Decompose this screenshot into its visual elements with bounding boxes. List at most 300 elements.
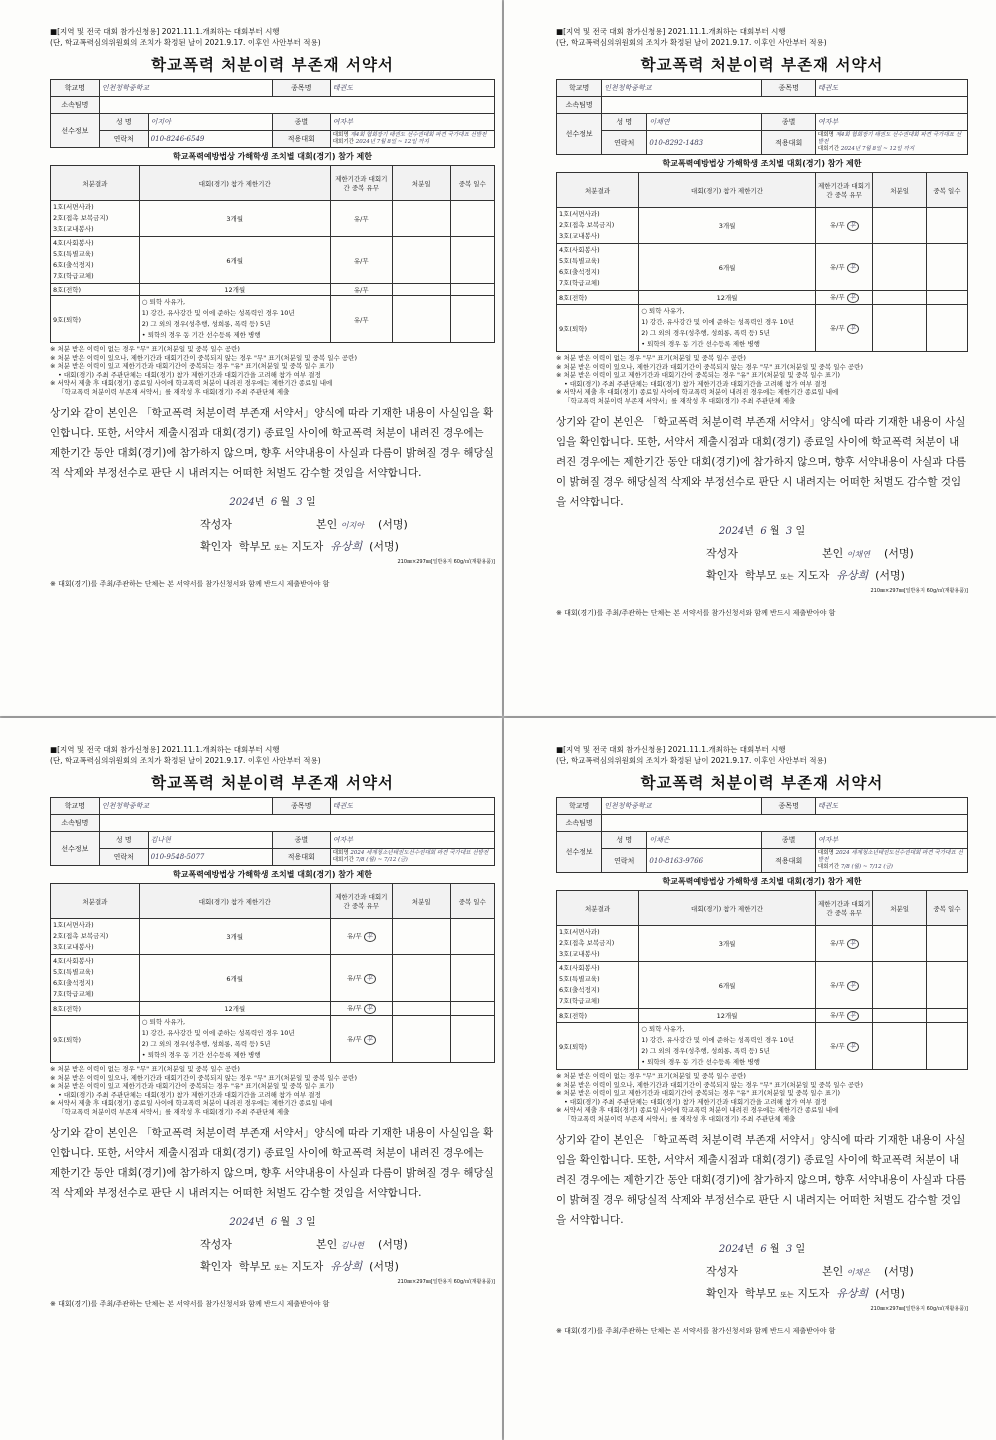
coach-seal: (서명) (875, 1286, 905, 1300)
row-1-date (392, 201, 450, 237)
overlap-mark: 무 (364, 932, 376, 942)
school-label: 학교명 (557, 798, 602, 815)
team-value (99, 97, 494, 114)
writer-row (200, 1236, 232, 1252)
note-line: ※ 처분 받은 이력이 있으나, 제한기간과 대회기간이 중복되지 않는 경우 "무" 표기(처분일 및 중복 일수 공란) (50, 1073, 357, 1082)
competition-label: 적용대회 (272, 849, 330, 866)
note-line: ※ 처분 받은 이력이 있으나, 제한기간과 대회기간이 중복되지 않는 경우 "무" 표기(처분일 및 중복 일수 공란) (50, 353, 357, 362)
year-label: 년 (744, 1243, 754, 1255)
row-2-item: 6호(출석정지) (53, 979, 94, 987)
restriction-subtitle: 학교폭력예방법상 가해학생 조치별 대회(경기) 참가 제한 (173, 152, 372, 161)
note-line: ※ 처분 받은 이력이 있으나, 제한기간과 대회기간이 중복되지 않는 경우 "무" 표기(처분일 및 중복 일수 공란) (556, 362, 863, 371)
coach-label: 지도자 (291, 1259, 324, 1273)
row-1-item: 3호(교내봉사) (559, 232, 600, 240)
parent-label: 학부모 (238, 1259, 271, 1273)
self-label: 본인 (822, 1264, 844, 1278)
date-month: 6 (760, 1243, 767, 1255)
competition-period-value: 2024년 7월 8일 ~ 12일 까지 (840, 146, 915, 152)
overlap-mark: 무 (847, 1011, 859, 1021)
note-line: ※ 처분 받은 이력이 있고 제한기간과 대회기간이 중복되는 경우 "유" 표기(처분일 및 중복 일수 표기) (556, 371, 841, 380)
yn-text: 유/무 (829, 939, 845, 947)
paper-spec: 210㎜×297㎜[일반용지 60g/㎡(재활용품)] (870, 587, 968, 594)
competition-label: 적용대회 (762, 131, 815, 155)
overlap-mark: 무 (847, 221, 859, 231)
year-label: 년 (744, 525, 754, 537)
day-label: 일 (305, 1216, 316, 1228)
note-line: ※ 처분 받은 이력이 없는 경우 "무" 표기(처분일 및 중복 일수 공란) (50, 345, 240, 353)
athlete-info-table (50, 797, 495, 866)
col-result-header: 처분결과 (557, 891, 639, 926)
row-2-result (51, 955, 140, 1002)
row-4-overlap (330, 296, 392, 343)
name-label: 성 명 (99, 114, 148, 131)
confirmer-row (200, 1258, 399, 1274)
form-header-line-1: ■[지역 및 전국 대회 참가신청용] 2021.11.1.개최하는 대회부터 시행 (556, 745, 786, 754)
row-1-period: 3개월 (139, 919, 330, 955)
row-1-result (51, 919, 140, 955)
school-value: 인천청학중학교 (99, 798, 272, 815)
row-2-item: 6호(출석정지) (559, 986, 600, 994)
row-1-item: 1호(서면사과) (53, 203, 94, 211)
athlete-info-table (556, 797, 968, 873)
school-label: 학교명 (557, 80, 602, 97)
row-4-result: 9호(퇴학) (51, 296, 140, 343)
row-3-date (392, 1002, 450, 1016)
row-3-date (873, 291, 926, 305)
competition-value (330, 131, 494, 148)
athlete-label: 선수정보 (557, 114, 602, 155)
paper-spec: 210㎜×297㎜[일반용지 60g/㎡(재활용품)] (397, 1278, 495, 1285)
coach-seal: (서명) (369, 1259, 399, 1273)
col-result-header: 처분결과 (51, 166, 140, 201)
row-2-item: 7호(학급교체) (53, 990, 94, 998)
col-result-header: 처분결과 (51, 884, 140, 919)
yn-text: 유/무 (346, 973, 362, 982)
notes-block (50, 1065, 495, 1117)
writer-row (706, 1263, 738, 1279)
overlap-mark: 무 (364, 974, 376, 984)
form-header-line-1: ■[지역 및 전국 대회 참가신청용] 2021.11.1.개최하는 대회부터 시행 (50, 27, 280, 36)
gender-label: 종별 (762, 114, 815, 131)
row-1-period: 3개월 (639, 926, 816, 962)
col-period-header: 대회(경기) 참가 제한기간 (639, 891, 816, 926)
competition-period-label: 대회기간 (817, 864, 840, 870)
year-label: 년 (254, 496, 265, 508)
footer-note: ※ 대회(경기)를 주최/주관하는 단체는 본 서약서를 참가신청서와 함께 반드시 제출받아야 함 (50, 579, 330, 588)
event-label: 종목명 (762, 80, 815, 97)
writer-label: 작성자 (706, 546, 738, 560)
row-2-days (450, 237, 494, 284)
overlap-mark: 무 (847, 293, 859, 303)
gender-value: 여자부 (330, 832, 494, 849)
competition-name-value: 제4회 협회장기 태권도 선수권대회 파견 국가대표 선발전 (817, 132, 962, 145)
row-1-period: 3개월 (639, 208, 816, 244)
row-4-line: 1) 강간, 유사강간 및 이에 준하는 성폭력인 경우 10년 (641, 1036, 795, 1044)
row-1-days (450, 919, 494, 955)
row-1-item: 3호(교내봉사) (53, 225, 94, 233)
coach-signature: 유상희 (330, 539, 363, 553)
overlap-mark: 무 (847, 324, 859, 334)
row-2-item: 4호(사회봉사) (53, 957, 94, 965)
restriction-table (50, 883, 495, 1063)
competition-value (330, 849, 494, 866)
row-1-overlap (330, 919, 392, 955)
row-2-result (557, 244, 639, 291)
name-label: 성 명 (602, 114, 647, 131)
pledge-form-sheet-4 (504, 718, 996, 1440)
yn-text: 유/무 (353, 215, 369, 223)
row-1-item: 1호(서면사과) (559, 928, 600, 936)
yn-text: 유/무 (346, 1004, 362, 1012)
yn-text: 유/무 (829, 262, 845, 271)
row-3-overlap (815, 291, 873, 305)
coach-seal: (서명) (875, 568, 905, 582)
date-day: 3 (296, 1216, 303, 1228)
row-4-line: 2) 그 외의 경우(성추행, 성희롱, 폭력 등) 5년 (641, 329, 770, 337)
self-seal: (서명) (377, 1237, 408, 1251)
day-label: 일 (795, 525, 806, 537)
row-4-line: ○ 퇴학 사유가, (141, 298, 186, 306)
note-line: ※ 서약서 제출 후 대회(경기) 종료일 사이에 학교폭력 처분이 내려진 경우에는 제한기간 종료일 내에 (556, 1106, 839, 1115)
row-2-period: 6개월 (639, 962, 816, 1009)
pledge-text: 상기와 같이 본인은 「학교폭력 처분이력 부존재 서약서」양식에 따라 기재한 내용이 사실임을 확인합니다. 또한, 서약서 제출시점과 대회(경기) 종료일 사이에 학교폭력 처분이 내려진 경우에는 제한기간 동안 대회(경기)에 참가하지 않으며, 향후 서약내용이 사실과 다름이 밝혀질 경우 해당실적 삭제와 부정선수로 판단 시 내려지는 어떠한 처벌도 감수할 것임을 서약합니다. (556, 415, 967, 508)
pledge-text: 상기와 같이 본인은 「학교폭력 처분이력 부존재 서약서」양식에 따라 기재한 내용이 사실임을 확인합니다. 또한, 서약서 제출시점과 대회(경기) 종료일 사이에 학교폭력 처분이 내려진 경우에는 제한기간 동안 대회(경기)에 참가하지 않으며, 향후 서약내용이 사실과 다름이 밝혀질 경우 해당실적 삭제와 부정선수로 판단 시 내려지는 어떠한 처벌도 감수할 것임을 서약합니다. (50, 1126, 494, 1199)
writer-label: 작성자 (200, 517, 232, 531)
row-3-days (926, 1009, 967, 1023)
col-date-header: 처분일 (392, 884, 450, 919)
row-4-result: 9호(퇴학) (557, 1023, 639, 1070)
row-1-item: 2호(접촉 보복금지) (559, 939, 615, 947)
row-2-overlap (330, 237, 392, 284)
coach-signature: 유상희 (330, 1259, 363, 1273)
row-4-overlap (815, 1023, 873, 1070)
date-year: 2024 (229, 496, 255, 508)
pledge-date (50, 1213, 495, 1228)
row-1-item: 1호(서면사과) (53, 921, 94, 929)
name-value: 이채연 (647, 114, 762, 131)
row-1-item: 2호(접촉 보복금지) (559, 221, 615, 229)
row-2-overlap (815, 244, 873, 291)
row-4-days (450, 1016, 494, 1063)
note-line: ※ 서약서 제출 후 대회(경기) 종료일 사이에 학교폭력 처분이 내려진 경우에는 제한기간 종료일 내에 (556, 388, 839, 397)
row-4-result: 9호(퇴학) (51, 1016, 140, 1063)
col-days-header: 중복 일수 (450, 884, 494, 919)
row-2-item: 7호(학급교체) (559, 997, 600, 1005)
event-value: 태권도 (815, 798, 967, 815)
row-2-item: 7호(학급교체) (53, 272, 94, 280)
yn-text: 유/무 (353, 286, 369, 294)
pledge-form-sheet-2 (504, 0, 996, 716)
competition-label: 적용대회 (272, 131, 330, 148)
month-label: 월 (280, 1216, 291, 1228)
month-label: 월 (769, 525, 780, 537)
name-value: 이채은 (647, 832, 762, 849)
col-overlap-header: 제한기간과 대회기간 중복 유무 (815, 891, 873, 926)
competition-name-label: 대회명 (332, 850, 349, 856)
month-label: 월 (280, 496, 291, 508)
row-1-item: 3호(교내봉사) (559, 950, 600, 958)
gender-label: 종별 (272, 832, 330, 849)
row-2-item: 4호(사회봉사) (559, 246, 600, 254)
self-label: 본인 (822, 546, 844, 560)
confirmer-row (706, 1285, 905, 1301)
note-line: • 대회(경기) 주최 주관단체는 대회(경기) 참가 제한기간과 대회기간을 고려해 참가 여부 결정 (564, 1097, 827, 1106)
name-value: 이지아 (148, 114, 272, 131)
gender-value: 여자부 (815, 114, 967, 131)
day-label: 일 (795, 1243, 806, 1255)
team-value (99, 815, 494, 832)
row-1-item: 2호(접촉 보복금지) (53, 214, 109, 222)
col-result-header: 처분결과 (557, 173, 639, 208)
yn-text: 유/무 (353, 315, 369, 324)
row-4-line: • 퇴학의 경우 동 기간 선수등록 제한 병행 (141, 331, 261, 339)
or-label: 또는 (780, 572, 794, 581)
coach-label: 지도자 (797, 1286, 830, 1300)
competition-period-value: 7/8 (월) ~ 7/12 (금) (355, 857, 408, 863)
row-1-overlap (330, 201, 392, 237)
row-2-item: 5호(특별교육) (559, 257, 600, 265)
date-year: 2024 (229, 1216, 255, 1228)
row-4-result: 9호(퇴학) (557, 305, 639, 352)
row-4-line: • 퇴학의 경우 동 기간 선수등록 제한 병행 (641, 340, 760, 348)
coach-label: 지도자 (291, 539, 324, 553)
row-2-item: 6호(출석정지) (559, 268, 600, 276)
note-line: 「학교폭력 처분이력 부존재 서약서」를 재작성 후 대회(경기) 주최 주관단체 제출 (58, 387, 290, 396)
parent-label: 학부모 (744, 1286, 777, 1300)
pledge-date (50, 493, 495, 508)
form-title: 학교폭력 처분이력 부존재 서약서 (151, 774, 394, 792)
competition-name-label: 대회명 (332, 132, 349, 138)
yn-text: 유/무 (829, 1011, 845, 1019)
self-seal: (서명) (883, 1264, 914, 1278)
row-3-days (926, 291, 967, 305)
form-title: 학교폭력 처분이력 부존재 서약서 (640, 774, 884, 792)
date-year: 2024 (718, 525, 745, 537)
restriction-table (50, 165, 495, 343)
restriction-subtitle: 학교폭력예방법상 가해학생 조치별 대회(경기) 참가 제한 (662, 877, 862, 886)
col-days-header: 중복 일수 (926, 891, 967, 926)
name-label: 성 명 (99, 832, 148, 849)
row-4-date (873, 1023, 926, 1070)
note-line: ※ 처분 받은 이력이 있고 제한기간과 대회기간이 중복되는 경우 "유" 표기(처분일 및 중복 일수 표기) (556, 1089, 841, 1098)
row-3-date (873, 1009, 926, 1023)
pledge-date (556, 1240, 968, 1255)
row-4-period (139, 296, 330, 343)
pledge-form-sheet-1 (0, 0, 502, 716)
overlap-mark: 무 (847, 1042, 859, 1052)
yn-text: 유/무 (829, 980, 845, 989)
self-row (316, 1236, 408, 1252)
self-label: 본인 (316, 517, 338, 531)
row-4-overlap (815, 305, 873, 352)
self-row (822, 545, 914, 561)
self-row (316, 516, 408, 532)
row-2-date (873, 244, 926, 291)
paper-spec: 210㎜×297㎜[일반용지 60g/㎡(재활용품)] (397, 558, 495, 565)
form-header-line-2: (단, 학교폭력심의위원회의 조치가 확정된 날이 2021.9.17. 이후인 사안부터 적용) (50, 38, 321, 47)
row-3-period: 12개월 (139, 284, 330, 296)
competition-name-value: 2024 세계청소년태권도선수권대회 파견 국가대표 선발전 (817, 850, 963, 863)
writer-label: 작성자 (200, 1237, 232, 1251)
form-header-line-1: ■[지역 및 전국 대회 참가신청용] 2021.11.1.개최하는 대회부터 시행 (556, 27, 786, 36)
date-day: 3 (785, 1243, 793, 1255)
confirmer-row (706, 567, 905, 583)
row-4-days (926, 305, 967, 352)
athlete-info-table (556, 79, 968, 155)
row-2-days (926, 244, 967, 291)
name-label: 성 명 (602, 832, 647, 849)
competition-name-value: 제4회 협회장기 태권도 선수권대회 파견 국가대표 선발전 (350, 132, 487, 138)
gender-value: 여자부 (815, 832, 967, 849)
note-line: 「학교폭력 처분이력 부존재 서약서」를 재작성 후 대회(경기) 주최 주관단체 제출 (564, 396, 796, 405)
col-overlap-header: 제한기간과 대회기간 중복 유무 (815, 173, 873, 208)
notes-block (556, 1072, 968, 1124)
signature-block (50, 516, 495, 562)
date-month: 6 (270, 496, 278, 508)
note-line: ※ 처분 받은 이력이 없는 경우 "무" 표기(처분일 및 중복 일수 공란) (556, 354, 746, 362)
contact-value: 010-8163-9766 (647, 849, 762, 873)
writer-row (706, 545, 738, 561)
row-1-days (926, 208, 967, 244)
athlete-info-table (50, 79, 495, 148)
note-line: ※ 처분 받은 이력이 있고 제한기간과 대회기간이 중복되는 경우 "유" 표기(처분일 및 중복 일수 표기) (50, 1082, 335, 1091)
col-overlap-header: 제한기간과 대회기간 중복 유무 (330, 884, 392, 919)
month-label: 월 (769, 1243, 780, 1255)
self-name: 이채연 (846, 549, 870, 559)
signature-block (50, 1236, 495, 1282)
event-label: 종목명 (272, 798, 330, 815)
row-4-line: 2) 그 외의 경우(성추행, 성희롱, 폭력 등) 5년 (141, 320, 271, 328)
confirmer-label: 확인자 (706, 1286, 738, 1300)
contact-value: 010-8292-1483 (647, 131, 762, 155)
yn-text: 유/무 (829, 323, 845, 332)
restriction-table (556, 890, 968, 1070)
row-4-line: 1) 강간, 유사강간 및 이에 준하는 성폭력인 경우 10년 (141, 1029, 295, 1037)
contact-label: 연락처 (99, 131, 148, 148)
yn-text: 유/무 (829, 221, 845, 229)
row-4-period (639, 1023, 816, 1070)
row-3-result: 8호(전학) (557, 1009, 639, 1023)
row-1-period: 3개월 (139, 201, 330, 237)
date-day: 3 (785, 525, 793, 537)
row-4-days (450, 296, 494, 343)
row-1-item: 2호(접촉 보복금지) (53, 932, 109, 940)
note-line: ※ 처분 받은 이력이 없는 경우 "무" 표기(처분일 및 중복 일수 공란) (556, 1072, 746, 1080)
row-2-overlap (330, 955, 392, 1002)
parent-label: 학부모 (744, 568, 777, 582)
date-year: 2024 (718, 1243, 745, 1255)
note-line: ※ 서약서 제출 후 대회(경기) 종료일 사이에 학교폭력 처분이 내려진 경우에는 제한기간 종료일 내에 (50, 379, 333, 388)
note-line: ※ 처분 받은 이력이 있고 제한기간과 대회기간이 중복되는 경우 "유" 표기(처분일 및 중복 일수 표기) (50, 362, 335, 371)
row-1-result (557, 208, 639, 244)
notes-block (556, 354, 968, 406)
competition-value (815, 849, 967, 873)
row-1-item: 3호(교내봉사) (53, 943, 94, 951)
row-1-result (557, 926, 639, 962)
paper-spec: 210㎜×297㎜[일반용지 60g/㎡(재활용품)] (870, 1305, 968, 1312)
note-line: ※ 처분 받은 이력이 있으나, 제한기간과 대회기간이 중복되지 않는 경우 "무" 표기(처분일 및 중복 일수 공란) (556, 1080, 863, 1089)
signature-block (556, 1263, 968, 1309)
overlap-mark: 무 (847, 939, 859, 949)
overlap-mark: 무 (364, 1004, 376, 1014)
year-label: 년 (254, 1216, 265, 1228)
row-1-overlap (815, 208, 873, 244)
row-1-date (873, 926, 926, 962)
confirmer-label: 확인자 (200, 1259, 232, 1273)
row-2-item: 5호(특별교육) (53, 250, 94, 258)
team-value (602, 815, 968, 832)
row-4-line: 1) 강간, 유사강간 및 이에 준하는 성폭력인 경우 10년 (641, 318, 795, 326)
contact-label: 연락처 (602, 131, 647, 155)
row-4-line: • 퇴학의 경우 동 기간 선수등록 제한 병행 (641, 1058, 760, 1066)
or-label: 또는 (274, 1263, 288, 1272)
row-1-days (926, 926, 967, 962)
or-label: 또는 (780, 1290, 794, 1299)
row-3-result: 8호(전학) (51, 1002, 140, 1016)
yn-text: 유/무 (829, 1041, 845, 1050)
self-name: 이지아 (340, 520, 364, 530)
col-date-header: 처분일 (873, 173, 926, 208)
row-2-item: 4호(사회봉사) (53, 239, 94, 247)
team-label: 소속팀명 (557, 97, 602, 114)
row-4-line: 1) 강간, 유사강간 및 이에 준하는 성폭력인 경우 10년 (141, 309, 295, 317)
note-line: • 대회(경기) 주최 주관단체는 대회(경기) 참가 제한기간과 대회기간을 고려해 참가 여부 결정 (58, 1090, 321, 1099)
row-1-result (51, 201, 140, 237)
athlete-label: 선수정보 (51, 832, 100, 866)
coach-label: 지도자 (797, 568, 830, 582)
competition-label: 적용대회 (762, 849, 815, 873)
row-4-date (873, 305, 926, 352)
row-2-result (557, 962, 639, 1009)
competition-period-label: 대회기간 (817, 146, 840, 152)
coach-signature: 유상희 (836, 568, 869, 582)
coach-seal: (서명) (369, 539, 399, 553)
note-line: • 대회(경기) 주최 주관단체는 대회(경기) 참가 제한기간과 대회기간을 고려해 참가 여부 결정 (564, 379, 827, 388)
form-header-line-2: (단, 학교폭력심의위원회의 조치가 확정된 날이 2021.9.17. 이후인 사안부터 적용) (556, 38, 827, 47)
school-label: 학교명 (51, 798, 100, 815)
col-period-header: 대회(경기) 참가 제한기간 (139, 166, 330, 201)
day-label: 일 (305, 496, 316, 508)
row-1-days (450, 201, 494, 237)
gender-label: 종별 (762, 832, 815, 849)
yn-text: 유/무 (346, 1034, 362, 1043)
row-3-days (450, 1002, 494, 1016)
row-3-overlap (815, 1009, 873, 1023)
event-label: 종목명 (762, 798, 815, 815)
form-title: 학교폭력 처분이력 부존재 서약서 (640, 56, 884, 74)
col-days-header: 중복 일수 (926, 173, 967, 208)
overlap-mark: 무 (364, 1035, 376, 1045)
col-overlap-header: 제한기간과 대회기간 중복 유무 (330, 166, 392, 201)
gender-value: 여자부 (330, 114, 494, 131)
pledge-text: 상기와 같이 본인은 「학교폭력 처분이력 부존재 서약서」양식에 따라 기재한 내용이 사실임을 확인합니다. 또한, 서약서 제출시점과 대회(경기) 종료일 사이에 학교폭력 처분이 내려진 경우에는 제한기간 동안 대회(경기)에 참가하지 않으며, 향후 서약내용이 사실과 다름이 밝혀질 경우 해당실적 삭제와 부정선수로 판단 시 내려지는 어떠한 처벌도 감수할 것임을 서약합니다. (556, 1133, 967, 1226)
pledge-form-sheet-3 (0, 718, 502, 1440)
competition-value (815, 131, 967, 155)
pledge-date (556, 522, 968, 537)
notes-block (50, 345, 495, 397)
row-2-date (873, 962, 926, 1009)
row-2-item: 5호(특별교육) (53, 968, 94, 976)
row-2-period: 6개월 (639, 244, 816, 291)
row-4-line: ○ 퇴학 사유가, (641, 1025, 685, 1033)
footer-note: ※ 대회(경기)를 주최/주관하는 단체는 본 서약서를 참가신청서와 함께 반드시 제출받아야 함 (556, 608, 836, 617)
self-seal: (서명) (883, 546, 914, 560)
writer-label: 작성자 (706, 1264, 738, 1278)
row-3-period: 12개월 (639, 291, 816, 305)
row-2-result (51, 237, 140, 284)
coach-signature: 유상희 (836, 1286, 869, 1300)
school-value: 인천청학중학교 (99, 80, 272, 97)
